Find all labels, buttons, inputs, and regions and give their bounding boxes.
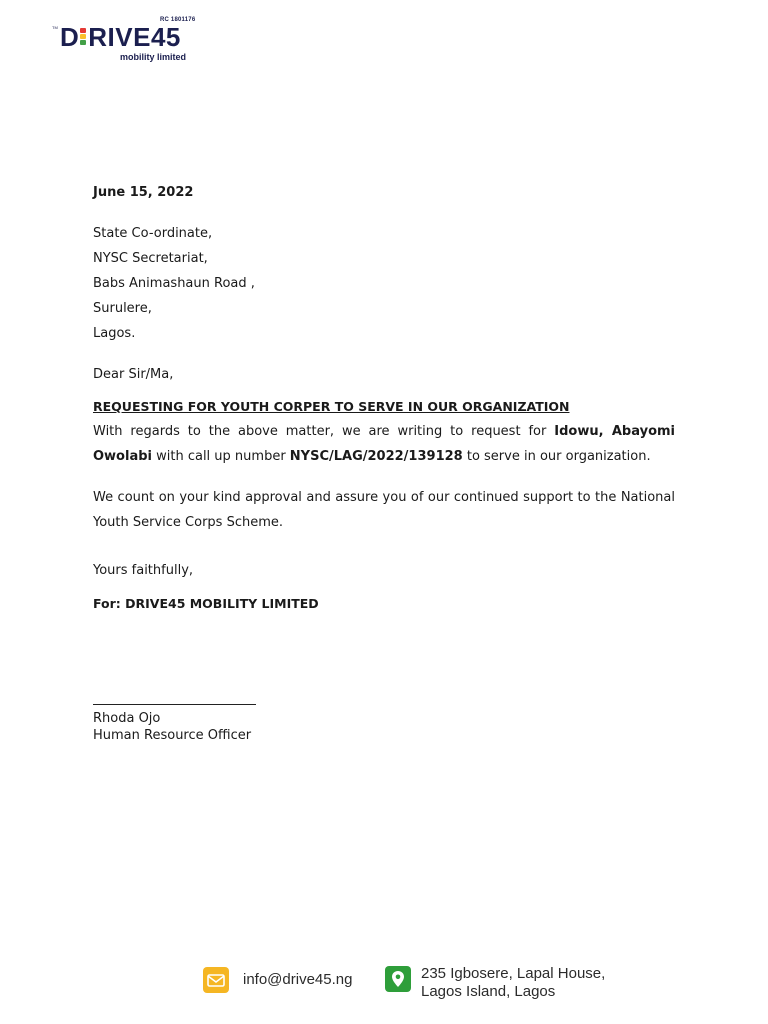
logo-wordmark: [60, 23, 181, 51]
address-line-1: State Co-ordinate,: [93, 226, 213, 241]
corper-name: Idowu, Abayomi Owolabi: [93, 424, 675, 464]
address-line-5: Lagos.: [93, 326, 136, 341]
company-logo: [52, 17, 202, 63]
signer-name: Rhoda Ojo: [93, 711, 161, 726]
traffic-light-icon: [80, 28, 87, 47]
letter-subject: REQUESTING FOR YOUTH CORPER TO SERVE IN OUR ORGANIZATION: [93, 399, 570, 414]
body1-text-b: with call up number: [151, 449, 290, 464]
footer-email: info@drive45.ng: [243, 971, 353, 988]
envelope-icon: [203, 967, 229, 993]
body1-text-c: to serve in our organization.: [462, 449, 651, 464]
logo-subtitle: mobility limited: [120, 52, 187, 62]
for-company-line: For: DRIVE45 MOBILITY LIMITED: [93, 596, 319, 611]
address-line-4: Surulere,: [93, 301, 152, 316]
logo-trademark: TM: [52, 25, 58, 30]
callup-number: NYSC/LAG/2022/139128: [289, 449, 463, 464]
logo-rc-number: RC 1801176: [160, 17, 196, 23]
closing: Yours faithfully,: [93, 563, 194, 578]
footer-address-line-2: Lagos Island, Lagos: [421, 983, 556, 1000]
signer-title: Human Resource Officer: [93, 728, 252, 743]
body-paragraph-2: We count on your kind approval and assure you of our continued support to the National Youth Service Corps Scheme.: [93, 490, 675, 530]
salutation: Dear Sir/Ma,: [93, 367, 174, 382]
footer-address-line-1: 235 Igbosere, Lapal House,: [421, 965, 606, 982]
body-paragraph-1: [93, 419, 675, 469]
letter-date: June 15, 2022: [93, 185, 194, 200]
address-line-3: Babs Animashaun Road ,: [93, 276, 255, 291]
map-pin-icon: [385, 966, 411, 992]
logo-word-d: D: [60, 22, 80, 52]
logo-word-rest: RIVE45: [88, 22, 181, 52]
address-line-2: NYSC Secretariat,: [93, 251, 208, 266]
signature-line: [93, 704, 256, 705]
body1-text-a: With regards to the above matter, we are writing to request for: [93, 424, 555, 439]
